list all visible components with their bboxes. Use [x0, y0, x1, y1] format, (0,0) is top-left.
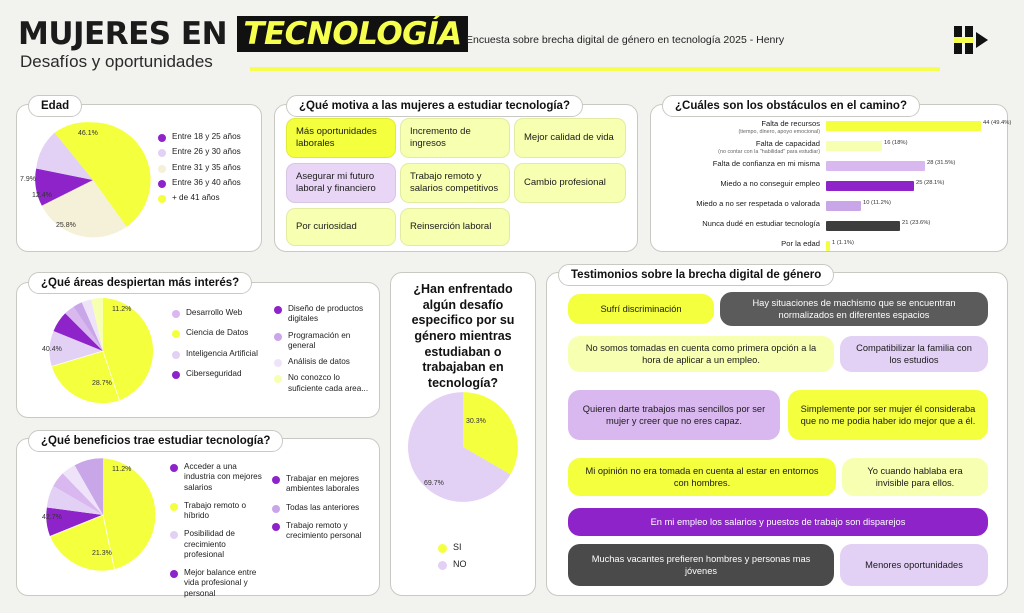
testimonio-4: Quieren darte trabajos mas sencillos por ser mujer y creer que no eres capaz. — [568, 390, 780, 440]
testimonio-10: Menores oportunidades — [840, 544, 988, 586]
testimonio-1: Hay situaciones de machismo que se encuentran normalizados en diferentes espacios — [720, 292, 988, 326]
bar-chart-obstaculos — [696, 118, 1012, 248]
legend-swatch-icon — [172, 351, 180, 359]
slice-label-desafio-no: 69.7% — [424, 480, 444, 487]
legend-label: Todas las anteriores — [286, 502, 360, 512]
legend-label: Análisis de datos — [288, 357, 350, 366]
bar-row-1 — [718, 139, 986, 155]
legend-item — [272, 474, 372, 495]
motivacion-chip-6: Por curiosidad — [286, 208, 396, 246]
legend-label: Entre 26 y 30 años — [172, 147, 241, 157]
legend-label: Trabajo remoto o híbrido — [184, 500, 247, 520]
legend-desafio — [438, 542, 467, 576]
legend-label: Trabajar en mejores ambientes laborales — [286, 474, 360, 494]
bar-label-0: Falta de recursos (tiempo, dinero, apoyo emocional) — [738, 119, 820, 135]
slice-label-beneficios-0: 42.7% — [42, 514, 62, 521]
testimonio-2: No somos tomadas en cuenta como primera opción a la hora de aplicar a un empleo. — [568, 336, 834, 372]
legend-item — [158, 132, 241, 142]
bar-label-3: Miedo a no conseguir empleo — [720, 179, 820, 188]
legend-label: Inteligencia Artificial — [186, 348, 258, 358]
legend-item — [170, 501, 262, 522]
bar-row-4 — [696, 199, 986, 213]
legend-swatch-icon — [172, 310, 180, 318]
bar-label-5: Nunca dudé en estudiar tecnología — [702, 219, 820, 228]
legend-swatch-icon — [438, 544, 447, 553]
legend-item — [438, 559, 467, 570]
legend-item — [272, 503, 372, 513]
page-title-highlight: TECNOLOGÍA — [237, 16, 467, 52]
legend-item — [172, 328, 258, 338]
bar-label-1: Falta de capacidad (no contar con la "habilidad" para estudiar) — [718, 139, 820, 155]
legend-label: Entre 18 y 25 años — [172, 132, 241, 141]
legend-label: SI — [453, 542, 462, 552]
legend-label: Posibilidad de crecimiento profesional — [184, 529, 235, 559]
legend-label: Ciberseguridad — [186, 368, 242, 378]
legend-item — [274, 304, 372, 325]
motivacion-chip-0: Más oportunidades laborales — [286, 118, 396, 158]
legend-swatch-icon — [158, 180, 166, 188]
legend-item — [170, 462, 262, 493]
bar-value-5: 21 (23.6%) — [902, 220, 931, 226]
header-note: Encuesta sobre brecha digital de género en tecnología 2025 - Henry — [466, 34, 785, 46]
panel-areas-title: ¿Qué áreas despiertan más interés? — [28, 272, 252, 294]
legend-swatch-icon — [172, 371, 180, 379]
legend-label: Desarrollo Web — [186, 308, 243, 317]
legend-label: Mejor balance entre vida profesional y personal — [184, 568, 257, 598]
legend-item — [172, 308, 258, 318]
legend-item — [158, 178, 241, 188]
motivacion-chip-1: Incremento de ingresos — [400, 118, 510, 158]
bar-fill-0 — [826, 121, 981, 131]
motivacion-chip-5: Cambio profesional — [514, 163, 626, 203]
bar-value-0: 44 (49.4%) — [983, 120, 1012, 126]
testimonio-7: Yo cuando hablaba era invisible para ellos. — [842, 458, 988, 496]
header — [0, 0, 1024, 80]
legend-swatch-icon — [272, 523, 280, 531]
testimonio-0: Sufrí discriminación — [568, 294, 714, 324]
legend-swatch-icon — [170, 531, 178, 539]
legend-swatch-icon — [274, 333, 282, 341]
bar-fill-2 — [826, 161, 925, 171]
slice-label-areas-0: 40.4% — [42, 346, 62, 353]
legend-swatch-icon — [274, 306, 282, 314]
legend-label: Programación en general — [288, 330, 351, 350]
motivacion-chip-4: Trabajo remoto y salarios competitivos — [400, 163, 510, 203]
legend-swatch-icon — [158, 149, 166, 157]
legend-label: Acceder a una industria con mejores salarios — [184, 462, 262, 492]
slice-label-edad-2: 12.4% — [32, 192, 52, 199]
legend-swatch-icon — [274, 375, 282, 383]
legend-beneficios-left — [170, 462, 262, 604]
panel-edad-title: Edad — [28, 95, 82, 117]
legend-swatch-icon — [272, 505, 280, 513]
legend-item — [172, 349, 258, 359]
legend-swatch-icon — [172, 330, 180, 338]
legend-item — [274, 357, 372, 367]
slice-label-areas-2: 11.2% — [112, 306, 132, 313]
legend-label: + de 41 años — [172, 193, 220, 202]
pie-chart-desafio — [402, 386, 524, 508]
legend-item — [170, 568, 262, 599]
legend-swatch-icon — [272, 476, 280, 484]
testimonio-8: En mi empleo los salarios y puestos de trabajo son disparejos — [568, 508, 988, 536]
motivacion-chip-2: Mejor calidad de vida — [514, 118, 626, 158]
legend-label: Trabajo remoto y crecimiento personal — [286, 520, 362, 540]
page-subtitle: Desafíos y oportunidades — [20, 52, 213, 71]
slice-label-edad-0: 46.1% — [78, 130, 98, 137]
legend-label: No conozco lo suficiente cada area... — [288, 373, 369, 393]
header-divider — [250, 67, 940, 71]
legend-label: NO — [453, 559, 467, 570]
bar-value-3: 25 (28.1%) — [916, 180, 945, 186]
legend-label: Entre 31 y 35 años — [172, 162, 241, 172]
legend-beneficios-right — [272, 474, 372, 546]
bar-row-3 — [720, 179, 986, 193]
bar-row-0 — [738, 119, 1012, 135]
testimonio-3: Compatibilizar la familia con los estudios — [840, 336, 988, 372]
legend-item — [274, 373, 372, 394]
legend-item — [438, 542, 467, 553]
bar-value-4: 10 (11.2%) — [863, 200, 891, 206]
bar-fill-1 — [826, 141, 882, 151]
legend-swatch-icon — [170, 570, 178, 578]
panel-testimonios-title: Testimonios sobre la brecha digital de género — [558, 264, 834, 286]
bar-fill-5 — [826, 221, 900, 231]
legend-item — [158, 163, 241, 173]
legend-swatch-icon — [170, 464, 178, 472]
bar-fill-6 — [826, 241, 830, 251]
panel-beneficios-title: ¿Qué beneficios trae estudiar tecnología? — [28, 430, 283, 452]
bar-row-6 — [781, 239, 986, 253]
slice-label-beneficios-1: 21.3% — [92, 550, 112, 557]
bar-value-2: 28 (31.5%) — [927, 160, 956, 166]
testimonio-9: Muchas vacantes prefieren hombres y personas mas jóvenes — [568, 544, 834, 586]
legend-item — [172, 369, 258, 379]
bar-label-2: Falta de confianza en mi misma — [712, 159, 820, 168]
panel-motivaciones-title: ¿Qué motiva a las mujeres a estudiar tecnología? — [286, 95, 583, 117]
legend-swatch-icon — [158, 195, 166, 203]
page-title-plain: MUJERES EN — [18, 16, 238, 52]
legend-swatch-icon — [158, 134, 166, 142]
motivacion-chip-3: Asegurar mi futuro laboral y financiero — [286, 163, 396, 203]
legend-item — [272, 521, 372, 542]
legend-item — [274, 331, 372, 352]
slice-label-edad-3: 7.9% — [20, 176, 36, 183]
legend-edad — [158, 132, 241, 208]
bar-value-1: 16 (18%) — [884, 140, 908, 146]
legend-swatch-icon — [170, 503, 178, 511]
legend-label: Ciencia de Datos — [186, 328, 249, 338]
testimonio-6: Mi opinión no era tomada en cuenta al estar en entornos con hombres. — [568, 458, 836, 496]
henry-logo-icon — [954, 26, 990, 56]
slice-label-desafio-si: 30.3% — [466, 418, 486, 425]
legend-item — [158, 147, 241, 157]
slice-label-edad-1: 25.8% — [56, 222, 76, 229]
legend-areas-right — [274, 304, 372, 399]
legend-label: Diseño de productos digitales — [288, 304, 364, 324]
legend-label: Entre 36 y 40 años — [172, 177, 241, 187]
bar-label-4: Miedo a no ser respetada o valorada — [696, 199, 820, 208]
legend-item — [158, 193, 241, 203]
legend-swatch-icon — [274, 359, 282, 367]
testimonio-5: Simplemente por ser mujer él consideraba que no me podia haber ido mejor que a él. — [788, 390, 988, 440]
motivacion-chip-7: Reinserción laboral — [400, 208, 510, 246]
bar-label-6: Por la edad — [781, 239, 820, 248]
bar-row-2 — [712, 159, 986, 173]
bar-fill-4 — [826, 201, 861, 211]
bar-fill-3 — [826, 181, 914, 191]
bar-row-5 — [702, 219, 986, 233]
slice-label-areas-1: 28.7% — [92, 380, 112, 387]
legend-areas-left — [172, 308, 258, 384]
legend-swatch-icon — [438, 561, 447, 570]
panel-obstaculos-title: ¿Cuáles son los obstáculos en el camino? — [662, 95, 920, 117]
legend-item — [170, 529, 262, 560]
panel-desafio-question: ¿Han enfrentado algún desafío especifico por su género mientras estudiaban o trabajaban en tecnología? — [411, 282, 515, 390]
slice-label-beneficios-2: 11.2% — [112, 466, 132, 473]
bar-value-6: 1 (1.1%) — [832, 240, 854, 246]
legend-swatch-icon — [158, 165, 166, 173]
page-title — [18, 16, 468, 52]
